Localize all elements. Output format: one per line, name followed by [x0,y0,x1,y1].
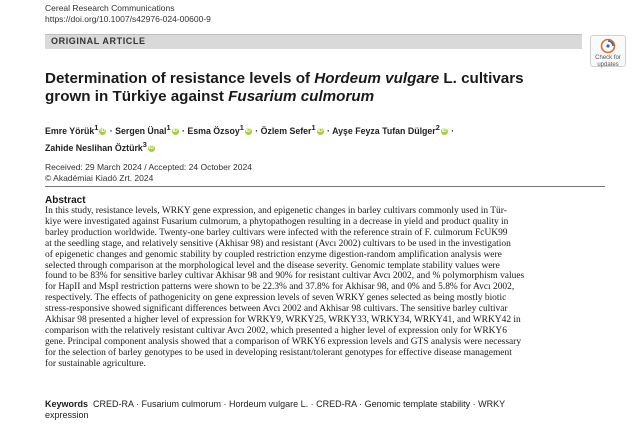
check-for-updates-badge[interactable] [590,35,626,67]
abstract-line: Akhisar 98 presented a higher level of expression for WRKY9, WRKY25, WRKY33, WRKY34, WRKY41, and WRKY42 in [45,315,521,326]
refresh-icon [600,38,616,54]
author-name: Esma Özsoy [187,125,240,136]
abstract-line: for the selection of barley genotypes to be used in developing resistant/tolerant genotypes for effective disease management [45,347,512,358]
author-name: Zahide Neslihan Öztürk [45,142,143,153]
abstract-line: In this study, resistance levels, WRKY gene expression, and epigenetic changes in barley cultivars commonly used in Tür- [45,206,507,216]
keywords-list-cont: expression [45,410,89,420]
orcid-icon[interactable]: iD [172,128,178,135]
author-name: Emre Yörük [45,125,95,136]
badge-label: Check for updates [595,55,621,68]
orcid-icon[interactable]: iD [148,145,154,152]
received-accepted: Received: 29 March 2024 / Accepted: 24 October 2024 [45,162,252,172]
orcid-icon[interactable]: iD [245,128,251,135]
abstract-line: comparison with the relatively resistant cultivar Avcı 2002, which presented a higher level of expression only for WRKY6 [45,325,507,336]
abstract-line: selected through comparison at the morphological level and the disease severity. Genomic template stability values were [45,260,500,271]
abstract-line: kiye were investigated against Fusarium culmorum, a phytopathogen resulting in a decrease in yield and product quality in [45,216,509,227]
divider [45,186,605,187]
article-type-label: ORIGINAL ARTICLE [51,36,146,46]
keywords-label: Keywords [45,399,89,409]
abstract-line: for HapII and MspI restriction patterns were shown to be 22.3% and 37.8% for Akhisar 98, and 0% and 5.8% for Avcı 2002, [45,282,515,293]
article-type-bar [45,34,582,49]
article-title: Determination of resistance levels of Hordeum vulgare L. cultivars grown in Türkiye against Fusarium culmorum [45,70,524,105]
publication-dates [45,162,252,184]
abstract-line: of epigenetic changes and genomic stability by coupled restriction enzyme digestion-random amplification analysis were [45,249,502,260]
orcid-icon[interactable]: iD [100,128,106,135]
author-list: Emre Yörük$^1$ iD · Sergen Ünal$^1$ iD · Esma Özsoy$^1$ iD · Özlem Sefer$^1$ iD · Ayşe Feyza Tufan Dülger$^2$ iD · Zahide Neslihan Öztürk$^3$ iD [45,123,455,153]
copyright: © Akadémiai Kiadó Zrt. 2024 [45,173,154,183]
abstract-line: found to be 83% for sensitive barley cultivar Akhisar 98 and 90% for resistant cultivar Avcı 2002, and % polymorphism values [45,271,525,282]
author-name: Özlem Sefer [260,125,312,136]
author-name: Sergen Ünal [115,125,167,136]
doi-link[interactable]: https://doi.org/10.1007/s42976-024-00600-9 [45,14,211,24]
abstract-line: at the seedling stage, and relatively sensitive (Akhisar 98) and resistant (Avcı 2002) cultivars to be used in the investigation [45,238,511,249]
orcid-icon[interactable]: iD [441,128,447,135]
journal-name: Cereal Research Communications [45,3,175,13]
abstract-heading: Abstract [45,195,86,206]
abstract-body [45,206,603,370]
keywords [45,399,605,421]
abstract-line: respectively. The effects of pathogenicity on gene expression levels of seven WRKY genes selected as being mostly biotic [45,293,507,304]
orcid-icon[interactable]: iD [317,128,323,135]
abstract-line: for sustainable agriculture. [45,358,146,369]
abstract-line: stress-responsive showed significant differences between Avcı 2002 and Akhisar 98 cultivars. The sensitive barley cultivar [45,304,508,315]
abstract-line: barley production worldwide. Twenty-one barley cultivars were infected with the reference strain of F. culmorum FcUK99 [45,227,508,238]
abstract-line: gene. Principal component analysis showed that a comparison of WRKY6 expression levels and GTS analysis were necessary [45,336,522,347]
keywords-list: CRED-RA · Fusarium culmorum · Hordeum vulgare L. · CRED-RA · Genomic template stability · WRKY [93,399,506,409]
author-name: Ayşe Feyza Tufan Dülger [332,125,436,136]
